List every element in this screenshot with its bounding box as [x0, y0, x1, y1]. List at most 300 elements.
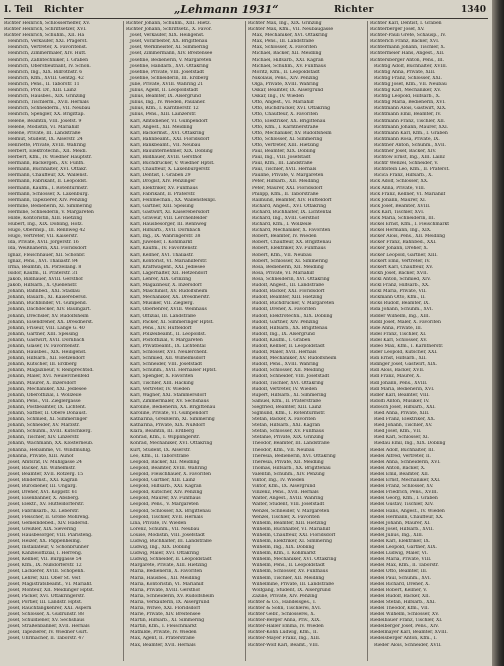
directory-entry: Rudolf, Ing., IX. Alsergrund	[252, 331, 315, 337]
directory-entry: Riedel Hermann, Chauffeur, XX.	[370, 514, 444, 520]
directory-entry: Oskar, Ing., IV. Wieden	[252, 94, 304, 100]
directory-entry: Richtstein Leo, Kfm., II. Praterst.	[374, 167, 450, 173]
directory-entry: Josef, Hausbesorger, VIII. Piaristeng.	[8, 532, 93, 538]
directory-entry: Leopold, Beamter, XVIII. Währing	[130, 465, 207, 471]
directory-entry: Helene, Private, III. Landstraße	[8, 130, 81, 136]
directory-entry: Rudolf, Elektrotechn., XIX. Döbling	[252, 313, 333, 319]
directory-entry: Hermine, Schneiderin, V. Margareten	[8, 209, 94, 215]
directory-entry: Ridinger Josef, Gastwirt, XIX.	[370, 362, 438, 368]
directory-entry: Paul, Tischler, XVII. Hernals	[252, 167, 317, 173]
directory-entry: Ridler Karl, Beamter, VIII.	[370, 392, 430, 398]
directory-entry: Karl, Bahnbeamt., XXI. Floridsdorf	[130, 136, 210, 142]
directory-entry: Riedel Leopold, Gärtner, XIX.	[370, 545, 437, 551]
directory-entry: Rickmann Otto, Kfm., II.	[370, 295, 426, 301]
directory-entry: Hermann, Bäckergeh., XV. Fünfh.	[8, 161, 85, 167]
directory-entry: Ludwig, Maler, XVI. Ottakring	[130, 551, 199, 557]
directory-entry: Hermann, Buchhalter, XVI. Ottakr.	[8, 167, 87, 173]
directory-entry: Josef, Eisenbahner, X. Absberg.	[8, 496, 80, 502]
directory-entry: Heinrich, Ing., XIX. Billrothstr. 6	[8, 69, 83, 75]
directory-entry: Leopold, Kutscher, XIV. Penzing	[130, 490, 203, 496]
directory-entry: Leopold, Hilfsarb., XXI. Kagran	[130, 484, 202, 490]
directory-entry: Richter Johann, Schriftsetz., X. Favor.	[126, 27, 212, 33]
directory-entry: Richter Heinrich, Schuhm., XII. Ha	[4, 33, 85, 39]
directory-entry: Theresia, Bedienerin, XVI. Ottakring	[252, 453, 336, 459]
directory-entry: Rudolf, Maler, XVII. Hernals	[252, 350, 317, 356]
directory-entry: Martin, Kfm., I. Fleischmarkt	[130, 624, 197, 630]
directory-entry: Richard, Buchhalter, IX. Lichtental	[252, 209, 332, 215]
directory-entry: Josefine, Private, VIII. Josefstadt	[130, 69, 205, 75]
directory-entry: Karl, Pens., XIV. Hütteldorf	[130, 325, 192, 331]
directory-entry: Riedel Otto, Beamter, III.	[370, 569, 428, 575]
directory-entry: Karl, Kellner, XVI. Thaliastr.	[130, 252, 194, 258]
directory-entry: Josef, Greißler, XIX. Sievering	[8, 526, 76, 532]
directory-entry: Heinrich, Kfm., XVIII. Gentzg. 42	[8, 75, 84, 81]
keyword-right: Richter	[334, 5, 374, 15]
directory-entry: Johann, Glaser, IV. Favoritenstr.	[8, 343, 80, 349]
directory-entry: Mathilde, Private, IV. Wieden	[130, 630, 197, 636]
directory-entry: Peter, Maurer, XXI. Floridsdorf	[252, 185, 323, 191]
directory-entry: Johann, Friseur, VIII. Lange G. 40	[8, 325, 85, 331]
directory-entry: Hermine, Bedienerin, XI. Simmering	[8, 203, 92, 209]
directory-entry: Ida, Weißnäherin, XXI. Floridsdorf	[8, 246, 87, 252]
directory-entry: Ried Josef, Kfm., VII.	[374, 429, 422, 435]
directory-entry: Julius, Kfm., I. Kärntnerstr. 12	[130, 106, 199, 112]
directory-entry: Ridel Karl, Schlosser, XV.	[370, 337, 428, 343]
directory-entry: Rickel Ernst, Kfm., I. Fleischmarkt	[370, 222, 450, 228]
directory-entry: Rickert Emil, Vertreter, IV.	[370, 258, 431, 264]
directory-entry: Ride Anna, Private, III.	[370, 325, 423, 331]
directory-entry: Hermann, Kaufm., I. Rotenturmstr.	[8, 185, 88, 191]
entry-column-1	[4, 21, 121, 661]
directory-entry: Rudolf, Pens., XVIII. Währing	[252, 362, 319, 368]
directory-entry: Max, Schlosser, X. Favoriten	[252, 45, 317, 51]
page-header	[4, 3, 488, 17]
directory-entry: Riedel Anton, Bäcker, X.	[370, 465, 426, 471]
directory-entry: Karoline, Private, VI. Gumpendorf	[130, 411, 208, 416]
directory-entry: Leopold, Fleischhauer, X. Favoriten	[130, 471, 211, 477]
directory-entry: Ludwig, Schneider, II. Leopoldstadt	[130, 557, 212, 563]
directory-entry: Otto, Chauffeur, X. Favoriten	[252, 112, 318, 118]
directory-entry: Karl, Schlosser, XVI. Neulerchenf.	[130, 350, 208, 356]
directory-entry: Irma, Beamtin, IX. Porzellang. 8	[8, 264, 82, 270]
directory-entry: Rickl Franz, Hilfsarb., XX.	[370, 283, 430, 289]
directory-entry: Rudolf, Dreher, X. Favoriten	[252, 307, 316, 313]
directory-entry: Josef, Portier, III. Landstr. Hptst.	[8, 599, 83, 605]
directory-entry: Heinrich, Tischlerm., XVII. Hernals	[8, 100, 89, 106]
directory-entry: Johann, Dachdecker, XIV. Baumgart.	[8, 307, 91, 313]
directory-entry: Julius, Pens., XIII. Lainzerstr.	[130, 112, 197, 118]
directory-entry: Leopold, Pens., V. Margareten	[130, 502, 199, 508]
directory-entry: Theresia, Private, XII. Meidling	[252, 459, 324, 465]
directory-entry: Rickel Hermann, Ing., XIX.	[370, 228, 432, 234]
directory-entry: Rudolf, Kaufm., I. Graben	[252, 337, 311, 343]
directory-entry: Otto, Angest., VI. Mariahilf	[252, 100, 314, 106]
directory-entry: Pauline, Private, V. Margareten	[252, 173, 324, 179]
directory-entry: Johann, Maler, XVI. Neulerchenfeld	[8, 374, 90, 380]
directory-entry: Richter-Mayer Franz, Ing., XIII.	[248, 636, 321, 642]
directory-entry: Ridosch Josef, Hilfsarb., XXI.	[370, 404, 436, 410]
directory-entry: Otto, Mechaniker, XV. Rudolfsheim	[252, 130, 332, 136]
directory-entry: Josef, Installateur, V. Schönbrunner	[8, 545, 89, 551]
directory-entry: Josef, Werkmeister, XI. Simmering	[130, 45, 209, 51]
directory-entry: Rick Adolf, Schlosser, XX.	[370, 179, 429, 185]
directory-entry: Riedel Karl, Elektriker, IX.	[370, 538, 431, 544]
directory-entry: Rick Anna, Private, VIII.	[370, 185, 426, 191]
directory-title: „Lehmann 1931“	[174, 3, 279, 16]
directory-entry: Karl, Kraftwagenf., XXI. Jedlesee	[130, 264, 205, 270]
directory-entry: Otto, Schlosser, XI. Simmering	[252, 136, 323, 142]
directory-entry: Richtig Leopold, Hilfsarb., X.	[374, 94, 441, 100]
directory-entry: Josef, Lackierer, XVIII. Schopenh.	[8, 569, 85, 575]
directory-entry: Riedel Hans, Angest., IV. Wieden	[370, 508, 445, 514]
directory-entry: Johann, Pens., VII. Zieglergasse	[8, 398, 81, 404]
directory-entry: Max, Mechaniker, XVI. Ottakring	[252, 33, 328, 39]
directory-entry: Julius, Agent, II. Leopoldstadt	[130, 88, 199, 94]
directory-entry: Richter Johann, Schuhm., XIII. Hietz.	[126, 21, 211, 26]
directory-entry: Riedel Ernst, Mechaniker, XXI.	[370, 478, 441, 484]
directory-entry: Rideo Max, Kfm., I. Kärntnerstr.	[370, 343, 444, 349]
directory-entry: Johann, Gastwirt, XVII. Dornbach	[8, 337, 85, 343]
directory-entry: Valentin, Schuhm., XIV. Penzing	[252, 471, 325, 477]
directory-entry: Heinrich, Vertreter, X. Favoritenst.	[8, 45, 88, 51]
directory-entry: Josef, Packer, XVI. Ottakringerstr.	[8, 593, 85, 599]
directory-entry: Richtig Franz, Schlosser, XXI.	[374, 75, 442, 81]
directory-entry: Richter-Pauli Grete, Schausp., IV.	[370, 33, 446, 39]
directory-entry: Riedel Franz, Schlosser, XV.	[370, 484, 434, 490]
directory-entry: Ludwig, Buchhalter, III. Landstraße	[130, 538, 212, 544]
directory-entry: Josef, Uhrmacher, II. Taborstr. 47	[8, 636, 84, 642]
directory-entry: Karl, Lehrer, XIX. Grinzing	[130, 276, 192, 282]
directory-entry: Richtmann Alois, Gastwirt, XIX.	[374, 106, 447, 112]
directory-entry: Karl, Packer, XI. Simmeringer Hptst.	[130, 319, 214, 325]
directory-entry: Richter-Berger Anna, Priv., XIX.	[248, 618, 321, 624]
directory-entry: Wilhelm, Buchhalter, VI. Mariahilf	[252, 526, 331, 532]
directory-entry: Riedel Paul, Schuhm., XVI.	[370, 575, 432, 581]
directory-entry: Josef, Elektr., XV. Hütteldorferstr.	[8, 502, 85, 508]
directory-entry: Ignaz, Fleischhauer, XII. Schönbr.	[8, 252, 86, 258]
book-spine-shadow	[492, 0, 504, 666]
directory-entry: Jakob, Bildhauer, XVIII. Gersthof	[8, 276, 83, 282]
directory-entry: Karl, Wagner, XXI. Stammersdorf	[130, 392, 207, 398]
directory-entry: Ricks Rudolf, Beamter, IX.	[370, 301, 430, 307]
directory-entry: Wilhelm, Pens., II. Leopoldstadt	[252, 563, 325, 569]
directory-entry: Richter Gebr., Schlosserei, X.	[248, 612, 315, 618]
directory-entry: Josef, Bäcker, XII. Wilhelmstr.	[8, 465, 76, 471]
directory-entry: Hilde, Kontoristin, XIII. Hietzing	[8, 216, 83, 221]
directory-entry: Wilhelm, Mechaniker, XVI. Ottakring	[252, 557, 337, 563]
directory-entry: Riedel Stefan, Hilfsarb., XXI.	[370, 599, 436, 605]
directory-entry: Moritz, Kfm., II. Leopoldstadt	[252, 69, 320, 75]
directory-entry: Maria, Verkäuferin, IX. Alsergrund	[130, 599, 210, 605]
directory-entry: Josef, Kfm., IX. Nußdorferstr. 12	[8, 563, 82, 569]
directory-entry: Karl, Juwelier, I. Kohlmarkt	[130, 240, 193, 246]
directory-entry: Richtmann Rosa, Private, IX.	[374, 136, 440, 142]
directory-entry: Richter Heinrich, Schriftsetzer, XVI.	[4, 27, 87, 33]
page-number: 1340	[460, 5, 486, 15]
directory-entry: Johann, Mechaniker, XXI. Jedlesee	[8, 386, 87, 392]
directory-entry: Karl, Spengler, X. Favoriten	[130, 374, 194, 380]
directory-entry: Maria, Private, XVIII. Gersthof	[130, 587, 200, 593]
directory-entry: Olga, Private, XVIII. Währing	[252, 81, 319, 87]
directory-entry: Raimund, Beamter, XIV. Hütteldorf	[252, 197, 332, 203]
directory-entry: Lorenz, Schuhm., VII. Neubau	[130, 526, 200, 532]
directory-entry: Josef, Zimmermann, XIV. Breitensee	[130, 51, 213, 57]
directory-entry: Rickert Karl, Chauffeur, XV.	[370, 264, 433, 270]
directory-entry: Richard, Ing., XVIII. Gersthof	[252, 216, 320, 221]
directory-entry: Karl, Ing., IX. Währingerstr. 38	[130, 234, 201, 240]
directory-entry: Richtermeier Hans, Angest., XII.	[370, 51, 445, 57]
directory-entry: Riedel Emil, Beamter, XII.	[370, 471, 430, 477]
directory-entry: Josef, Tapezierer, IV. Wiedner Gürt.	[8, 630, 89, 636]
directory-entry: Karl, Lagerhalter, XII. Hetzendorf	[130, 270, 208, 276]
directory-entry: Heinrich, Spengler, XX. Brigittap.	[8, 112, 85, 118]
directory-entry: Rudolf, Gärtner, XIV. Penzing	[252, 319, 319, 325]
directory-entry: Karl, Bankbeamt., VII. Neubau	[130, 142, 201, 148]
directory-entry: Richter Karl, Dentist, I. Graben	[370, 21, 442, 26]
directory-entry: Klara, Beamtin, III. Erdberg	[130, 429, 195, 435]
directory-entry: Josef, Heizer, XX. Pappenheimg.	[8, 538, 82, 544]
directory-entry: Wilhelm, Chauffeur, XXI. Floridsdorf	[252, 532, 336, 538]
directory-entry: Thomas, Hilfsarb., XX. Brigittenau	[252, 465, 331, 471]
directory-entry: Ricica Franz, Hilfsarb., X.	[374, 173, 433, 179]
directory-entry: Richtmann Emil, Beamter, IV.	[374, 112, 442, 118]
directory-entry: Otto, Kfm., I. Kärntnerstraße	[252, 124, 319, 130]
directory-entry: Rosa, Bedienerin, XII. Meidling	[252, 264, 324, 270]
directory-entry: Rudolf, Angest., III. Landstraße	[252, 283, 324, 289]
directory-entry: Leopold, Schlosser, XX. Brigittenau	[130, 508, 211, 514]
directory-entry: Wilhelm, Elektriker, XI. Simmering	[252, 538, 332, 544]
directory-entry: Johann, Eisendreher, XX. Dresdnerst.	[8, 319, 94, 325]
directory-entry: Max, Agent, II. Praterstraße	[130, 636, 195, 642]
directory-entry: Johann, Schuhm., XVIII. Kutschkerg.	[8, 429, 92, 435]
directory-entry: Rudolf, Bäcker, XXI. Floridsdorf	[252, 289, 325, 295]
directory-entry: Wilhelm, Schlosser, XV. Fünfhaus	[252, 569, 328, 575]
directory-entry: Richtig Adolf, Buchhalter, XVIII.	[374, 63, 448, 69]
directory-entry: Konrad, Kfm., I. Wipplingerstr.	[130, 435, 200, 441]
directory-entry: Josef, Rauchfangkehrer, XXI. Aspern	[8, 606, 92, 611]
directory-entry: Theodor, Beamter, III. Landstraße	[252, 441, 330, 447]
directory-entry: Ignaz, Pens., XVI. Thaliastr. 84	[8, 258, 78, 264]
directory-entry: Karl, Angest., XII. Meidling	[130, 124, 193, 130]
directory-entry: Ida, Private, XVII. Jörgerstr. 16	[8, 240, 79, 246]
directory-entry: Karl, Tischler, XIII. Hacking	[130, 380, 194, 386]
directory-entry: Richter-Haller Emma, IV. Wieden	[248, 624, 324, 630]
directory-entry: Rider Leopold, Kutscher, XXI.	[370, 350, 438, 356]
directory-entry: Martin, Hilfsarb., XI. Simmering	[130, 618, 205, 624]
directory-entry: Karl, Vertreter, IV. Wieden	[130, 386, 190, 392]
directory-entry: Rudolf, Kellner, II. Leopoldstadt	[252, 343, 325, 349]
directory-entry: Richter & Sohn, Tischlerei, XVI.	[248, 606, 322, 611]
directory-entry: Karl, Schmied, XII. Wilhelmsdorf	[130, 356, 206, 362]
directory-entry: Wilhelm, Ing., XIX. Döbling	[252, 545, 315, 551]
directory-entry: Josef, Fabriksarb., XI. Leberstr.	[8, 508, 80, 514]
directory-entry: Paul, Beamter, XIX. Döbling	[252, 148, 316, 154]
directory-entry: Riedel Anna, Schneiderin, XVI.	[370, 459, 441, 465]
directory-entry: Karl, Schuhm., XVII. Hernalser Hptst.	[130, 368, 217, 374]
directory-entry: Riedel Wilhelm, Schlosser, XV.	[370, 612, 439, 618]
directory-entry: Richterich Franz, Bäcker, XVI.	[370, 39, 440, 45]
directory-entry: Richard, Kfm., I. Wollzeile	[252, 222, 312, 228]
directory-entry: Karl, Kaufm., IV. Favoritenstr.	[130, 246, 198, 252]
directory-entry: Rieder Alois, Schneider, XVII.	[374, 642, 442, 648]
directory-entry: Isidor, Kaufm., II. Praterstr. 31	[8, 270, 78, 276]
directory-entry: Maria, Hausbes., XII. Meidling	[130, 575, 201, 581]
directory-entry: Richtmann Franz, Tischler, XII.	[374, 118, 446, 124]
directory-entry: Johann, Gärtner, XIII. Speising	[8, 331, 78, 337]
directory-entry: Rudolf, Hilfsarb., XX. Brigittenau	[252, 325, 328, 331]
directory-entry: Richtmann Johann, Maurer, XXI.	[374, 124, 449, 130]
directory-entry: Josef, Dreher, XVI. Koppstr. 61	[8, 490, 78, 496]
directory-entry: Wenzel, Schneider, V. Margareten	[252, 508, 330, 514]
directory-entry: Riddl Josef, Maler, X. Favoriten	[370, 319, 441, 325]
directory-entry: Johann, Bauarb., XI. Kaiserebersd.	[8, 295, 88, 301]
directory-entry: Karl, Amtsdiener, VI. Gumpendorf	[130, 118, 208, 124]
directory-entry: Rosa, Private, VI. Mariahilf	[252, 270, 314, 276]
directory-entry: Richterberger Josef, XV.	[370, 27, 425, 33]
directory-entry: Helmut, Student, IX. Alserstr. 24	[8, 136, 83, 142]
directory-entry: Johann, Maurer, X. Inzersdorf	[8, 380, 76, 386]
directory-entry: Karl, Fabrikant, II. Praterstr.	[130, 191, 196, 197]
directory-entry: Johann, Schneider, XV. Märzstr.	[8, 423, 80, 429]
directory-entry: Margarete, Private, XIII. Hietzing	[130, 563, 208, 569]
directory-entry: Heinrich, Schneiderm., VII. Neubau	[8, 106, 91, 112]
directory-entry: Stefan, Bäcker, X. Favoriten	[252, 417, 316, 423]
column-divider	[245, 21, 246, 661]
directory-entry: Paul, Kfm., III. Landstraße	[252, 161, 313, 167]
directory-entry: Riedel Julius, Ing., XIII.	[370, 532, 424, 538]
entry-column-4	[370, 21, 487, 661]
directory-entry: Heinrich, Zahntechniker, I. Graben	[8, 57, 89, 63]
directory-entry: Riedel Georg, Kfm., I. Graben	[370, 496, 438, 502]
directory-entry: Theodor, Kfm., VII. Neubau	[252, 447, 315, 453]
directory-entry: Wilhelm, Beamter, XIII. Hietzing	[252, 520, 327, 526]
directory-entry: Karl, Hilfsarb., XVII. Dornbach	[130, 228, 201, 234]
directory-entry: Johann, Sattler, II. Obere Donaust.	[8, 411, 87, 416]
directory-entry: Rickh Josef, Bäcker, XVII.	[370, 270, 429, 276]
directory-entry: Ridl Maria, Bedienerin, XVI.	[370, 386, 435, 392]
directory-entry: Karl, Zimmermaler, XV. Sechshaus	[130, 398, 209, 404]
directory-entry: Siegfried, Beamter, XIII. Lainz	[252, 404, 322, 410]
directory-entry: Robert, Elektriker, XV. Fünfhaus	[252, 246, 326, 252]
directory-entry: Wilhelm, Kfm., I. Kohlmarkt	[252, 551, 316, 557]
directory-entry: Richtmann Karl, Kfm., I. Graben	[374, 130, 448, 136]
directory-entry: Henriette, Private, XVIII. Währing	[8, 142, 86, 148]
directory-entry: Riedel Johann, Maurer, XI.	[370, 520, 431, 526]
directory-entry: Zäzilie, Private, XIV. Penzing	[252, 593, 318, 599]
directory-entry: Ridl Alois, Bäcker, XVII.	[370, 368, 425, 374]
directory-entry: Johann, Magazineur, V. Reinprechtsd.	[8, 368, 94, 374]
directory-entry: Josef, Kellner, VII. Burggasse 54	[8, 557, 82, 563]
directory-entry: Karl, Chauffeur, X. Laxenburgerstr.	[130, 167, 211, 173]
directory-entry: Ridl Franz, Maurer, X.	[370, 374, 421, 380]
directory-entry: Wilhelm, Tischler, XII. Meidling	[252, 575, 325, 581]
directory-entry: Hermann, Tapezierer, XIV. Penzing	[8, 197, 88, 203]
directory-entry: Johann, Buchbinder, VI. Gumpend.	[8, 301, 88, 307]
directory-entry: Michael, Schuhm., XV. Fünfhaus	[252, 63, 326, 69]
directory-entry: Josef, Bindermst., XXI. Kagran	[8, 478, 78, 484]
directory-entry: Rosa, Schneiderin, XVI. Ottakring	[252, 276, 330, 282]
directory-entry: Viktor, Kfm., IX. Alsergrund	[252, 484, 316, 490]
directory-entry: Hugo, Oberinsp., III. Rennweg 42	[8, 228, 86, 234]
directory-entry: Richter-Kohn Ludwig, Kfm., II.	[248, 630, 318, 636]
directory-entry: Rudolf, Mechaniker, XV. Rudolfsheim	[252, 356, 337, 362]
directory-entry: Karl, Privatbeamt., IX. Lichtental	[130, 343, 206, 349]
directory-entry: Richtner Josef, Bäcker, XIV.	[374, 148, 437, 154]
directory-entry: Richter Max, Kfm., VII. Neubaugasse	[248, 27, 334, 33]
directory-entry: Paul, Ing., VIII. Josefstadt	[252, 155, 311, 161]
directory-entry: Herbert, Elektrotechn., XII. Meidl.	[8, 148, 87, 154]
directory-entry: Otto, Elektriker, XX. Brigittenau	[252, 118, 326, 124]
directory-entry: Riedelmayer Karl, Beamter, XVIII.	[370, 630, 448, 636]
directory-entry: Karl, Gastwirt, XI. Kaiserebersdorf	[130, 209, 210, 215]
directory-entry: Karl, Oberlehrer, XVIII. Weinhaus	[130, 307, 207, 313]
directory-entry: Richard, Angest., XVI. Ottakring	[252, 203, 327, 209]
directory-entry: Josef, Vorarbeiter, XX. Brigittenau	[130, 39, 208, 45]
directory-entry: Ridl Johann, Pens., XVIII.	[370, 380, 428, 386]
directory-entry: Johann, Oberoffizial, I. Wollzeile	[8, 392, 82, 398]
directory-entry: Karl, Postoffizial, V. Margareten	[130, 337, 203, 343]
directory-entry: Karoline, Bedienerin, XX. Brigittenau	[130, 404, 216, 410]
directory-entry: Johann, Tischler, XIV. Linzerstr.	[8, 435, 80, 441]
directory-entry: Richter Max, Ing., XIX. Grinzing	[248, 21, 322, 26]
directory-entry: Josef, Fleischer, II. Große Mohreng.	[8, 514, 90, 520]
directory-entry: Karl, Feinmechan., XX. Wallensteinpl.	[130, 197, 217, 203]
directory-entry: Max, Pens., III. Landstraße	[252, 39, 314, 45]
directory-entry: Heinrich, Hausbes., XIX. Grinzing	[8, 94, 86, 100]
directory-entry: Viktor, Ing., IV. Wieden	[252, 478, 305, 484]
directory-entry: Johann, Drechsler, XV. Rudolfsheim	[8, 313, 89, 319]
directory-entry: Josefine, Schneiderin, III. Erdberg	[130, 75, 209, 81]
directory-entry: Rudolf, Schneider, VIII. Josefstadt	[252, 374, 330, 380]
directory-entry: Michael, Bäcker, XII. Meidling	[252, 51, 322, 57]
directory-entry: Louise, Modistin, VIII. Josefstadt	[130, 532, 205, 538]
column-divider	[367, 21, 368, 661]
directory-entry: Julius, Beamter, IX. Alsergrund	[130, 94, 201, 100]
directory-entry: Samuel, Kfm., II. Praterstraße	[252, 398, 321, 404]
directory-entry: Johann, Wachmann, XX. Klosterneub.	[8, 441, 94, 447]
directory-entry: Karl, Polizeibeamt., II. Leopoldst.	[130, 331, 207, 337]
directory-entry: Karl, Bäckermst., XVI. Ottakring	[130, 130, 205, 136]
directory-entry: Josefine, Bedienerin, V. Margareten	[130, 57, 212, 63]
keyword-left: Richter	[44, 5, 84, 15]
directory-entry: Otto, Vertreter, XIII. Hietzing	[252, 142, 319, 148]
directory-entry: Richter & Co., Handelsges., I.	[248, 599, 317, 605]
directory-entry: Richter Heinrich, Schlosserhelfer, XV.	[4, 21, 91, 26]
directory-entry: Riedel Max, Kfm., II. Taborstr.	[370, 563, 439, 569]
directory-entry: Ricker Johann, Dreher, X.	[370, 246, 429, 252]
directory-entry: Ridder Wilhelm, Ing., XIII.	[370, 313, 431, 319]
directory-entry: Johann, Postbeamter, IX. Lichtent.	[8, 404, 87, 410]
directory-entry: Johann, Hilfsarb., XII. Hetzendorf	[8, 356, 85, 362]
directory-entry: Ridolfi Anton, Musiker, IV.	[370, 398, 430, 404]
directory-entry: Karl, Drogist, XIV. Penzinger	[130, 179, 196, 185]
directory-entry: Katharina, Greißlerin, XI. Simmering	[130, 417, 215, 423]
directory-entry: Rupert, Hilfsarb., XI. Simmering	[252, 392, 327, 398]
directory-entry: Karl, Kontorist, VI. Mariahilferstr.	[130, 258, 208, 264]
directory-entry: Rudolf, Vertreter, IV. Wieden	[252, 386, 318, 392]
directory-entry: Konrad, Mechaniker, XVI. Ottakring	[130, 441, 213, 447]
directory-entry: Rudolf, Schlosser, XII. Meidling	[252, 368, 324, 374]
directory-entry: Stefanie, Private, XIX. Grinzing	[252, 435, 324, 441]
directory-entry: Helene, Beamtin, VIII. Josefst. 9	[8, 118, 82, 124]
directory-entry: Karl, Dentist, I. Graben 29	[130, 173, 191, 179]
directory-entry: Hermann, Chauffeur, XX. Wallenst.	[8, 173, 88, 179]
directory-entry: Richtersberger Anton, Pens., III.	[370, 57, 445, 63]
directory-entry: Josefine, Handarb., XVI. Ottakring	[130, 63, 209, 69]
directory-entry: Leo, Kfm., II. Taborstraße	[130, 453, 189, 459]
directory-entry: Johann, Bahnbed., XXI. Stadlau	[8, 289, 80, 295]
directory-entry: Riedelbauer Franz, Tischler, XI.	[370, 618, 443, 624]
